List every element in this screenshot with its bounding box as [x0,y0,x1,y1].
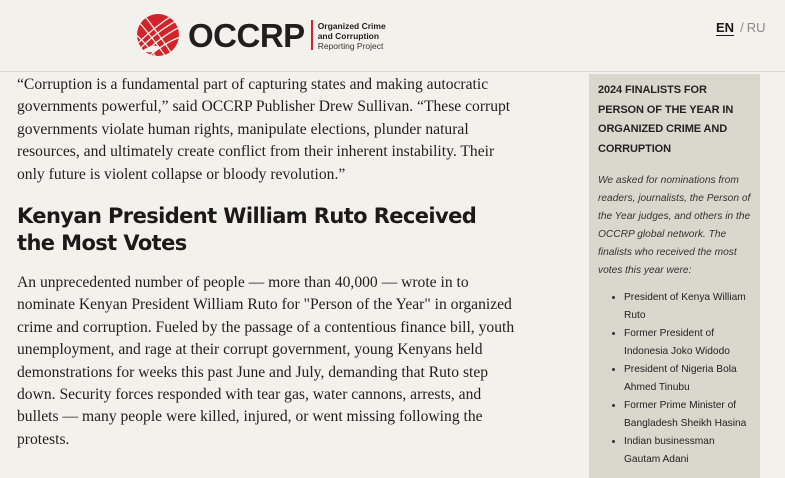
red-globe-icon [136,13,180,57]
logo-tagline [318,21,386,51]
finalist-item: Indian businessman Gautam Adani [624,433,751,469]
section-heading: Kenyan President William Ruto Received the Most Votes [17,204,477,256]
logo-tagline-line: and Corruption [317,30,380,41]
quote-paragraph: “Corruption is a fundamental part of capturing states and making autocratic governments powerful,” said OCCRP Publisher Drew Sullivan. “These corrupt governments violate human rights, manipulate elections, plunder natural resources, and ultimately create conflict from their inherent instability. Their only future is violent collapse or bloody revolution.” [17,76,511,183]
site-header [0,0,785,72]
logo-divider [311,20,313,50]
finalists-list [598,289,751,469]
article-body [17,74,517,451]
lang-ru-link[interactable]: RU [746,20,766,35]
lang-separator: / [740,20,744,35]
finalist-item: President of Nigeria Bola Ahmed Tinubu [624,361,751,397]
lang-en-link[interactable]: EN [716,20,735,35]
logo-tagline-line: Reporting Project [317,40,384,51]
finalists-sidebar [589,74,760,478]
finalist-item: Former Prime Minister of Bangladesh Sheikh Hasina [624,397,751,433]
language-switcher [716,20,765,35]
occrp-logo[interactable] [136,12,386,58]
finalist-item: Former President of Indonesia Joko Widodo [624,325,751,361]
logo-tagline-line: Organized Crime [317,20,386,31]
finalist-item: President of Kenya William Ruto [624,289,751,325]
body-paragraph: An unprecedented number of people — more than 40,000 — wrote in to nominate Kenyan President William Ruto for "Person of the Year" in organized crime and corruption. Fueled by the passage of a contentious finance bill, youth unemployment, and rage at their corrupt government, young Kenyans held demonstrations for weeks this past June and July, demanding that Ruto step down. Security forces responded with tear gas, water cannons, arrests, and bullets — many people were killed, injured, or went missing following the protests. [17,274,515,448]
sidebar-title: 2024 FINALISTS FOR PERSON OF THE YEAR IN ORGANIZED CRIME AND CORRUPTION [598,84,734,155]
sidebar-intro: We asked for nominations from readers, journalists, the Person of the Year judges, and others in the OCCRP global network. The finalists who received the most votes this year were: [598,175,751,276]
logo-wordmark: OCCRP [188,16,305,54]
